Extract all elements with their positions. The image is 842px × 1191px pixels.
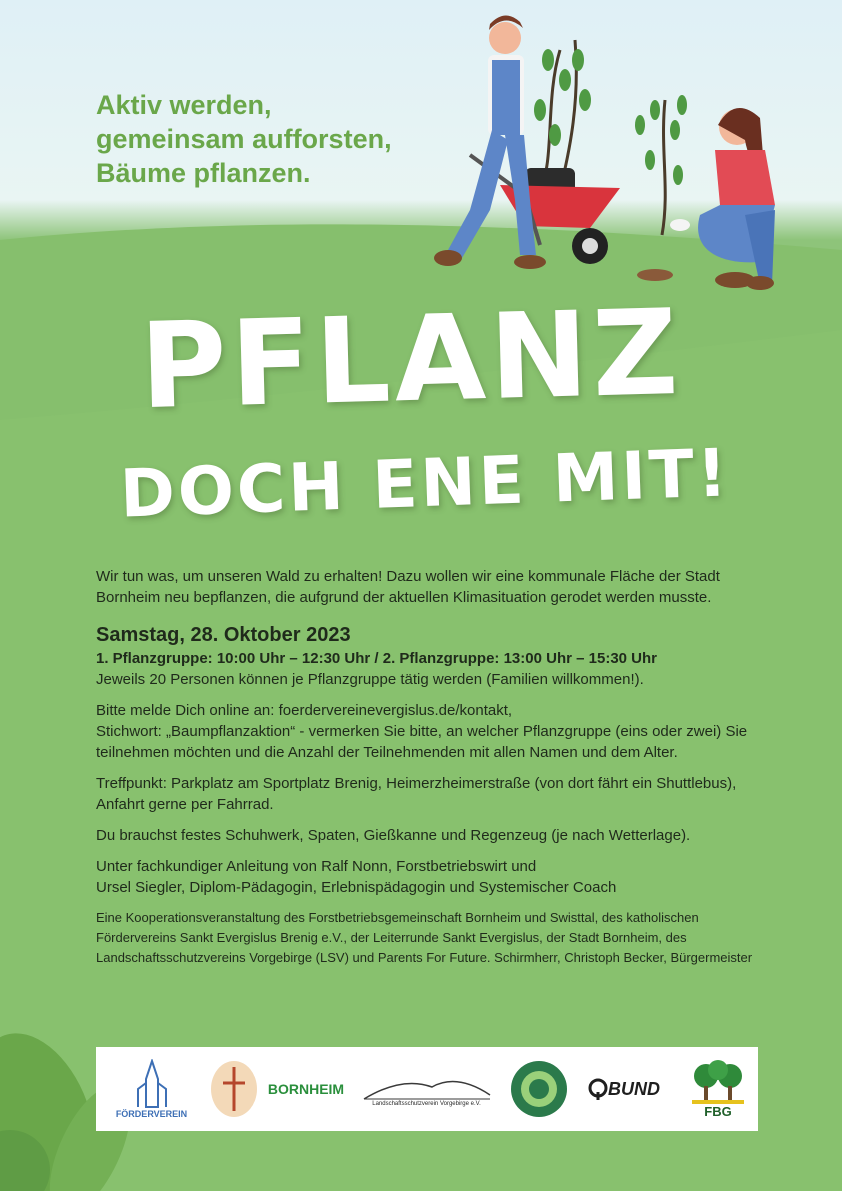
fbg-logo (688, 1053, 748, 1125)
guidance-text (96, 856, 766, 898)
parish-logo (204, 1053, 264, 1125)
tagline-line: Aktiv werden, (96, 90, 272, 120)
intro-text: Wir tun was, um unseren Wald zu erhalten! Dazu wollen wir eine kommunale Fläche der Stadt Bornheim neu bepflanzen, die aufgrund der aktuellen Klimasituation gerodet werden musste. (96, 568, 720, 606)
leaf-icon (588, 1078, 608, 1100)
foerderverein-logo (104, 1053, 199, 1125)
registration-text (96, 700, 766, 763)
tagline-line: Bäume pflanzen. (96, 158, 311, 188)
capacity-text: Jeweils 20 Personen können je Pflanzgruppe tätig werden (Familien willkommen!). (96, 671, 644, 688)
planting-groups: 1. Pflanzgruppe: 10:00 Uhr – 12:30 Uhr / 2. Pflanzgruppe: 13:00 Uhr – 15:30 Uhr (96, 650, 657, 667)
registration-keyword: Stichwort: „Baumpflanzaktion“ - vermerken Sie bitte, an welcher Pflanzgruppe (eins oder zwei) Sie teilnehmen möchten und die Anzahl der Teilnehmenden mit allen Namen und dem Alter. (96, 723, 748, 761)
church-icon (132, 1059, 172, 1109)
trees-icon (692, 1060, 744, 1104)
bornheim-logo (266, 1053, 346, 1125)
man-with-wheelbarrow-illustration (434, 15, 620, 269)
guidance-line: Ursel Siegler, Diplom-Pädagogin, Erlebnispädagogin und Systemischer Coach (96, 879, 617, 896)
registration-link-line[interactable]: Bitte melde Dich online an: foerdervereinevergislus.de/kontakt, (96, 702, 513, 719)
tagline-line: gemeinsam aufforsten, (96, 124, 392, 154)
parents-for-future-logo (506, 1053, 571, 1125)
bornheim-label: BORNHEIM (267, 1081, 345, 1097)
event-details (96, 566, 766, 978)
headline-doch-ene-mit: DOCH ENE MIT! (118, 434, 732, 533)
cross-icon (209, 1059, 259, 1119)
bund-label: BUND (608, 1078, 660, 1099)
event-date: Samstag, 28. Oktober 2023 (96, 624, 351, 646)
foerderverein-label: FÖRDERVEREIN (115, 1109, 188, 1119)
hills-icon (362, 1071, 492, 1101)
lsv-label: Landschaftsschutzverein Vorgebirge e.V. (372, 1101, 481, 1107)
guidance-line: Unter fachkundiger Anleitung von Ralf Nonn, Forstbetriebswirt und (96, 858, 537, 875)
tagline (96, 88, 392, 190)
lsv-logo (354, 1053, 499, 1125)
cooperation-text: Eine Kooperationsveranstaltung des Forstbetriebsgemeinschaft Bornheim und Swisttal, des katholischen Fördervereins Sankt Evergislus Brenig e.V., der Leiterrunde Sankt Evergislus, der Stadt Bornheim, des Landschaftsschutzvereins Vorgebirge (LSV) und Parents For Future. Schirmherr, Christoph Becker, Bürgermeister (96, 910, 753, 965)
bund-logo (579, 1053, 669, 1125)
sponsor-logos-bar (96, 1047, 758, 1131)
headline-pflanz: PFLANZ (138, 282, 684, 436)
globe-icon (509, 1059, 569, 1119)
fbg-label: FBG (704, 1103, 732, 1119)
equipment-text: Du brauchst festes Schuhwerk, Spaten, Gießkanne und Regenzeug (je nach Wetterlage). (96, 827, 691, 844)
meeting-point-text: Treffpunkt: Parkplatz am Sportplatz Brenig, Heimerzheimerstraße (von dort fährt ein Shuttlebus), Anfahrt gerne per Fahrrad. (96, 775, 737, 813)
